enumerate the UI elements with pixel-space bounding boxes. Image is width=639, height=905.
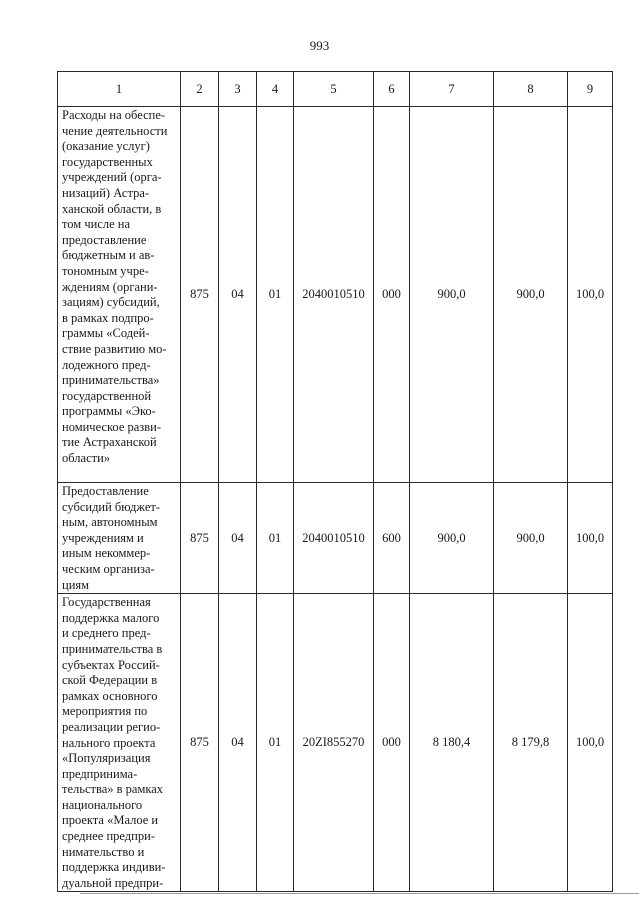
description-line: субъектах Россий-	[62, 657, 160, 672]
column-header: 6	[374, 72, 410, 107]
description-line: ханской области, в	[62, 201, 162, 216]
description-line: том числе на	[62, 217, 131, 232]
table-cell: 900,0	[410, 107, 494, 483]
table-cell: 000	[374, 594, 410, 892]
table-row	[58, 594, 613, 892]
table-cell: 875	[181, 594, 219, 892]
row-description	[58, 107, 181, 483]
table-cell: 20ZI855270	[294, 594, 374, 892]
column-header: 8	[494, 72, 568, 107]
description-line: в рамках подпро-	[62, 310, 154, 325]
column-header: 3	[219, 72, 257, 107]
table-cell: 875	[181, 483, 219, 594]
description-line: Расходы на обеспе-	[62, 108, 166, 122]
table-cell: 8 180,4	[410, 594, 494, 892]
table-cell: 8 179,8	[494, 594, 568, 892]
description-line: Государственная	[62, 595, 151, 610]
description-line: учреждений (орга-	[62, 170, 162, 185]
description-line: нального проекта	[62, 735, 156, 750]
description-line: низаций) Астра-	[62, 185, 150, 200]
description-line: тельства» в рамках	[62, 782, 164, 797]
description-line: «Популяризация	[62, 751, 151, 766]
description-line: дуальной предпри-	[62, 875, 164, 890]
description-line: зациям) субсидий,	[62, 295, 160, 310]
table-cell: 900,0	[410, 483, 494, 594]
column-header: 9	[568, 72, 613, 107]
description-line: нимательство и	[62, 844, 145, 859]
description-line: принимательства»	[62, 373, 160, 388]
description-line: программы «Эко-	[62, 404, 156, 419]
table-cell: 04	[219, 594, 257, 892]
bottom-rule	[80, 893, 639, 894]
table-cell: 01	[257, 107, 294, 483]
column-header: 7	[410, 72, 494, 107]
description-line: иным некоммер-	[62, 546, 151, 561]
table-cell: 2040010510	[294, 107, 374, 483]
table-cell: 01	[257, 483, 294, 594]
description-line: среднее предпри-	[62, 829, 155, 844]
table-cell: 900,0	[494, 483, 568, 594]
table-cell: 100,0	[568, 107, 613, 483]
column-header: 1	[58, 72, 181, 107]
description-line: (оказание услуг)	[62, 139, 150, 154]
description-line: национального	[62, 797, 143, 812]
row-description	[58, 483, 181, 594]
table-cell: 900,0	[494, 107, 568, 483]
description-line: ской Федерации в	[62, 673, 158, 688]
description-line: поддержка малого	[62, 610, 160, 625]
description-line: предпринима-	[62, 766, 138, 781]
description-line: учреждениям и	[62, 530, 144, 545]
table-cell: 875	[181, 107, 219, 483]
description-line: государственной	[62, 388, 152, 403]
description-line: субсидий бюджет-	[62, 499, 160, 514]
table-cell: 100,0	[568, 594, 613, 892]
budget-table	[57, 71, 613, 892]
description-line: и среднего пред-	[62, 626, 151, 641]
table-cell: 04	[219, 483, 257, 594]
description-line: граммы «Содей-	[62, 326, 150, 341]
column-header: 5	[294, 72, 374, 107]
description-line: государственных	[62, 154, 153, 169]
description-line: предоставление	[62, 232, 147, 247]
page-number: 993	[309, 38, 330, 53]
column-header: 4	[257, 72, 294, 107]
description-line: ствие развитию мо-	[62, 341, 167, 356]
description-line: Предоставление	[62, 484, 149, 498]
description-line: ждениям (органи-	[62, 279, 158, 294]
description-line: проекта «Малое и	[62, 813, 159, 828]
table-cell: 04	[219, 107, 257, 483]
description-line: ным, автономным	[62, 515, 158, 530]
table-cell: 600	[374, 483, 410, 594]
description-line: ческим организа-	[62, 561, 155, 576]
description-line: лодежного пред-	[62, 357, 151, 372]
description-line: чение деятельности	[62, 123, 168, 138]
description-line: бюджетным и ав-	[62, 248, 155, 263]
table-cell: 000	[374, 107, 410, 483]
description-line: тономным учре-	[62, 263, 149, 278]
description-line: области»	[62, 451, 111, 466]
table-row	[58, 483, 613, 594]
header-row	[58, 72, 613, 107]
description-line: мероприятия по	[62, 704, 148, 719]
description-line: циям	[62, 577, 90, 592]
description-line: реализации регио-	[62, 719, 161, 734]
description-line: принимательства в	[62, 641, 163, 656]
description-line: рамках основного	[62, 688, 158, 703]
row-description	[58, 594, 181, 892]
description-line: поддержка индиви-	[62, 860, 166, 875]
table-cell: 01	[257, 594, 294, 892]
description-line: тие Астраханской	[62, 435, 157, 450]
table-cell: 100,0	[568, 483, 613, 594]
table-cell: 2040010510	[294, 483, 374, 594]
table-row	[58, 107, 613, 483]
column-header: 2	[181, 72, 219, 107]
description-line: номическое разви-	[62, 419, 161, 434]
